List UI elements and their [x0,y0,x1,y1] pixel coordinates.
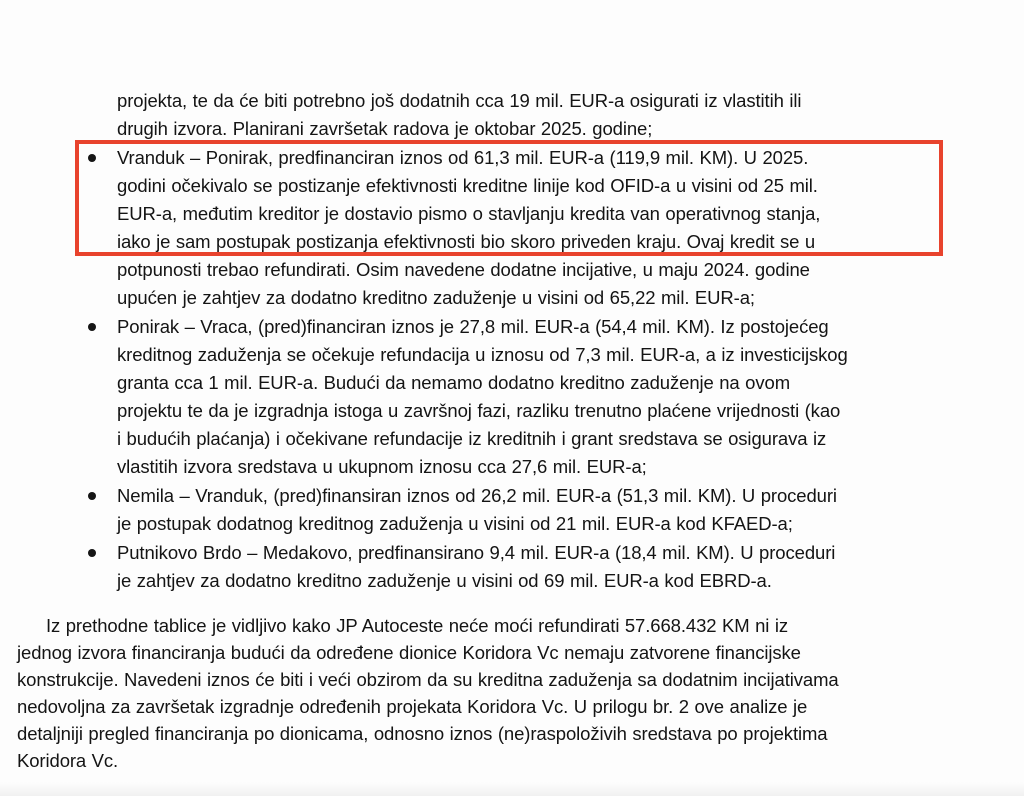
bullet-1-line-2: godini očekivalo se postizanje efektivnosti kreditne linije kod OFID-a u visini od 25 mil. [117,175,818,196]
bullet-marker [88,492,96,500]
bullet-2-line-1: Ponirak – Vraca, (pred)financiran iznos je 27,8 mil. EUR-a (54,4 mil. KM). Iz postojećeg [117,316,829,337]
closing-line-2: jednog izvora financiranja budući da određene dionice Koridora Vc nemaju zatvorene financijske [17,642,801,663]
bullet-1-line-1: Vranduk – Ponirak, predfinanciran iznos od 61,3 mil. EUR-a (119,9 mil. KM). U 2025. [117,147,809,168]
intro-line-2: drugih izvora. Planirani završetak radova je oktobar 2025. godine; [117,118,653,139]
bullet-1-line-5: potpunosti trebao refundirati. Osim navedene dodatne incijative, u maju 2024. godine [117,259,810,280]
bullet-1-line-3: EUR-a, međutim kreditor je dostavio pismo o stavljanju kredita van operativnog stanja, [117,203,821,224]
bullet-2-line-2: kreditnog zaduženja se očekuje refundacija u iznosu od 7,3 mil. EUR-a, a iz investicijskog [117,344,848,365]
bullet-2-line-5: i budućih plaćanja) i očekivane refundacije iz kreditnih i grant sredstava se osigurava iz [117,428,827,449]
bullet-2-line-3: granta cca 1 mil. EUR-a. Budući da nemamo dodatno kreditno zaduženje na ovom [117,372,791,393]
bullet-1-line-6: upućen je zahtjev za dodatno kreditno zaduženje u visini od 65,22 mil. EUR-a; [117,287,755,308]
bullet-4-line-2: je zahtjev za dodatno kreditno zaduženje u visini od 69 mil. EUR-a kod EBRD-a. [117,570,772,591]
highlight-box [75,140,943,256]
bullet-marker [88,323,96,331]
bullet-1-line-4: iako je sam postupak postizanja efektivnosti bio skoro priveden kraju. Ovaj kredit se u [117,231,816,252]
closing-line-6: Koridora Vc. [17,750,119,771]
bullet-3-line-1: Nemila – Vranduk, (pred)finansiran iznos od 26,2 mil. EUR-a (51,3 mil. KM). U proceduri [117,485,837,506]
bullet-marker [88,549,96,557]
closing-line-1: Iz prethodne tablice je vidljivo kako JP Autoceste neće moći refundirati 57.668.432 KM ni iz [46,615,788,636]
bullet-2-line-4: projektu te da je izgradnja istoga u završnoj fazi, razliku trenutno plaćene vrijednosti (kao [117,400,841,421]
closing-line-3: konstrukcije. Navedeni iznos će biti i veći obzirom da su kreditna zaduženja sa dodatnim incijativama [17,669,839,690]
bullet-3-line-2: je postupak dodatnog kreditnog zaduženja u visini od 21 mil. EUR-a kod KFAED-a; [117,513,793,534]
bullet-4-line-1: Putnikovo Brdo – Medakovo, predfinansirano 9,4 mil. EUR-a (18,4 mil. KM). U proceduri [117,542,836,563]
bullet-2-line-6: vlastitih izvora sredstava u ukupnom iznosu cca 27,6 mil. EUR-a; [117,456,647,477]
closing-line-5: detaljniji pregled financiranja po dionicama, odnosno iznos (ne)raspoloživih sredstava po projektima [17,723,828,744]
scan-edge [0,782,1024,796]
closing-line-4: nedovoljna za završetak izgradnje određenih projekata Koridora Vc. U prilogu br. 2 ove analize je [17,696,808,717]
intro-line-1: projekta, te da će biti potrebno još dodatnih cca 19 mil. EUR-a osigurati iz vlastitih ili [117,90,802,111]
